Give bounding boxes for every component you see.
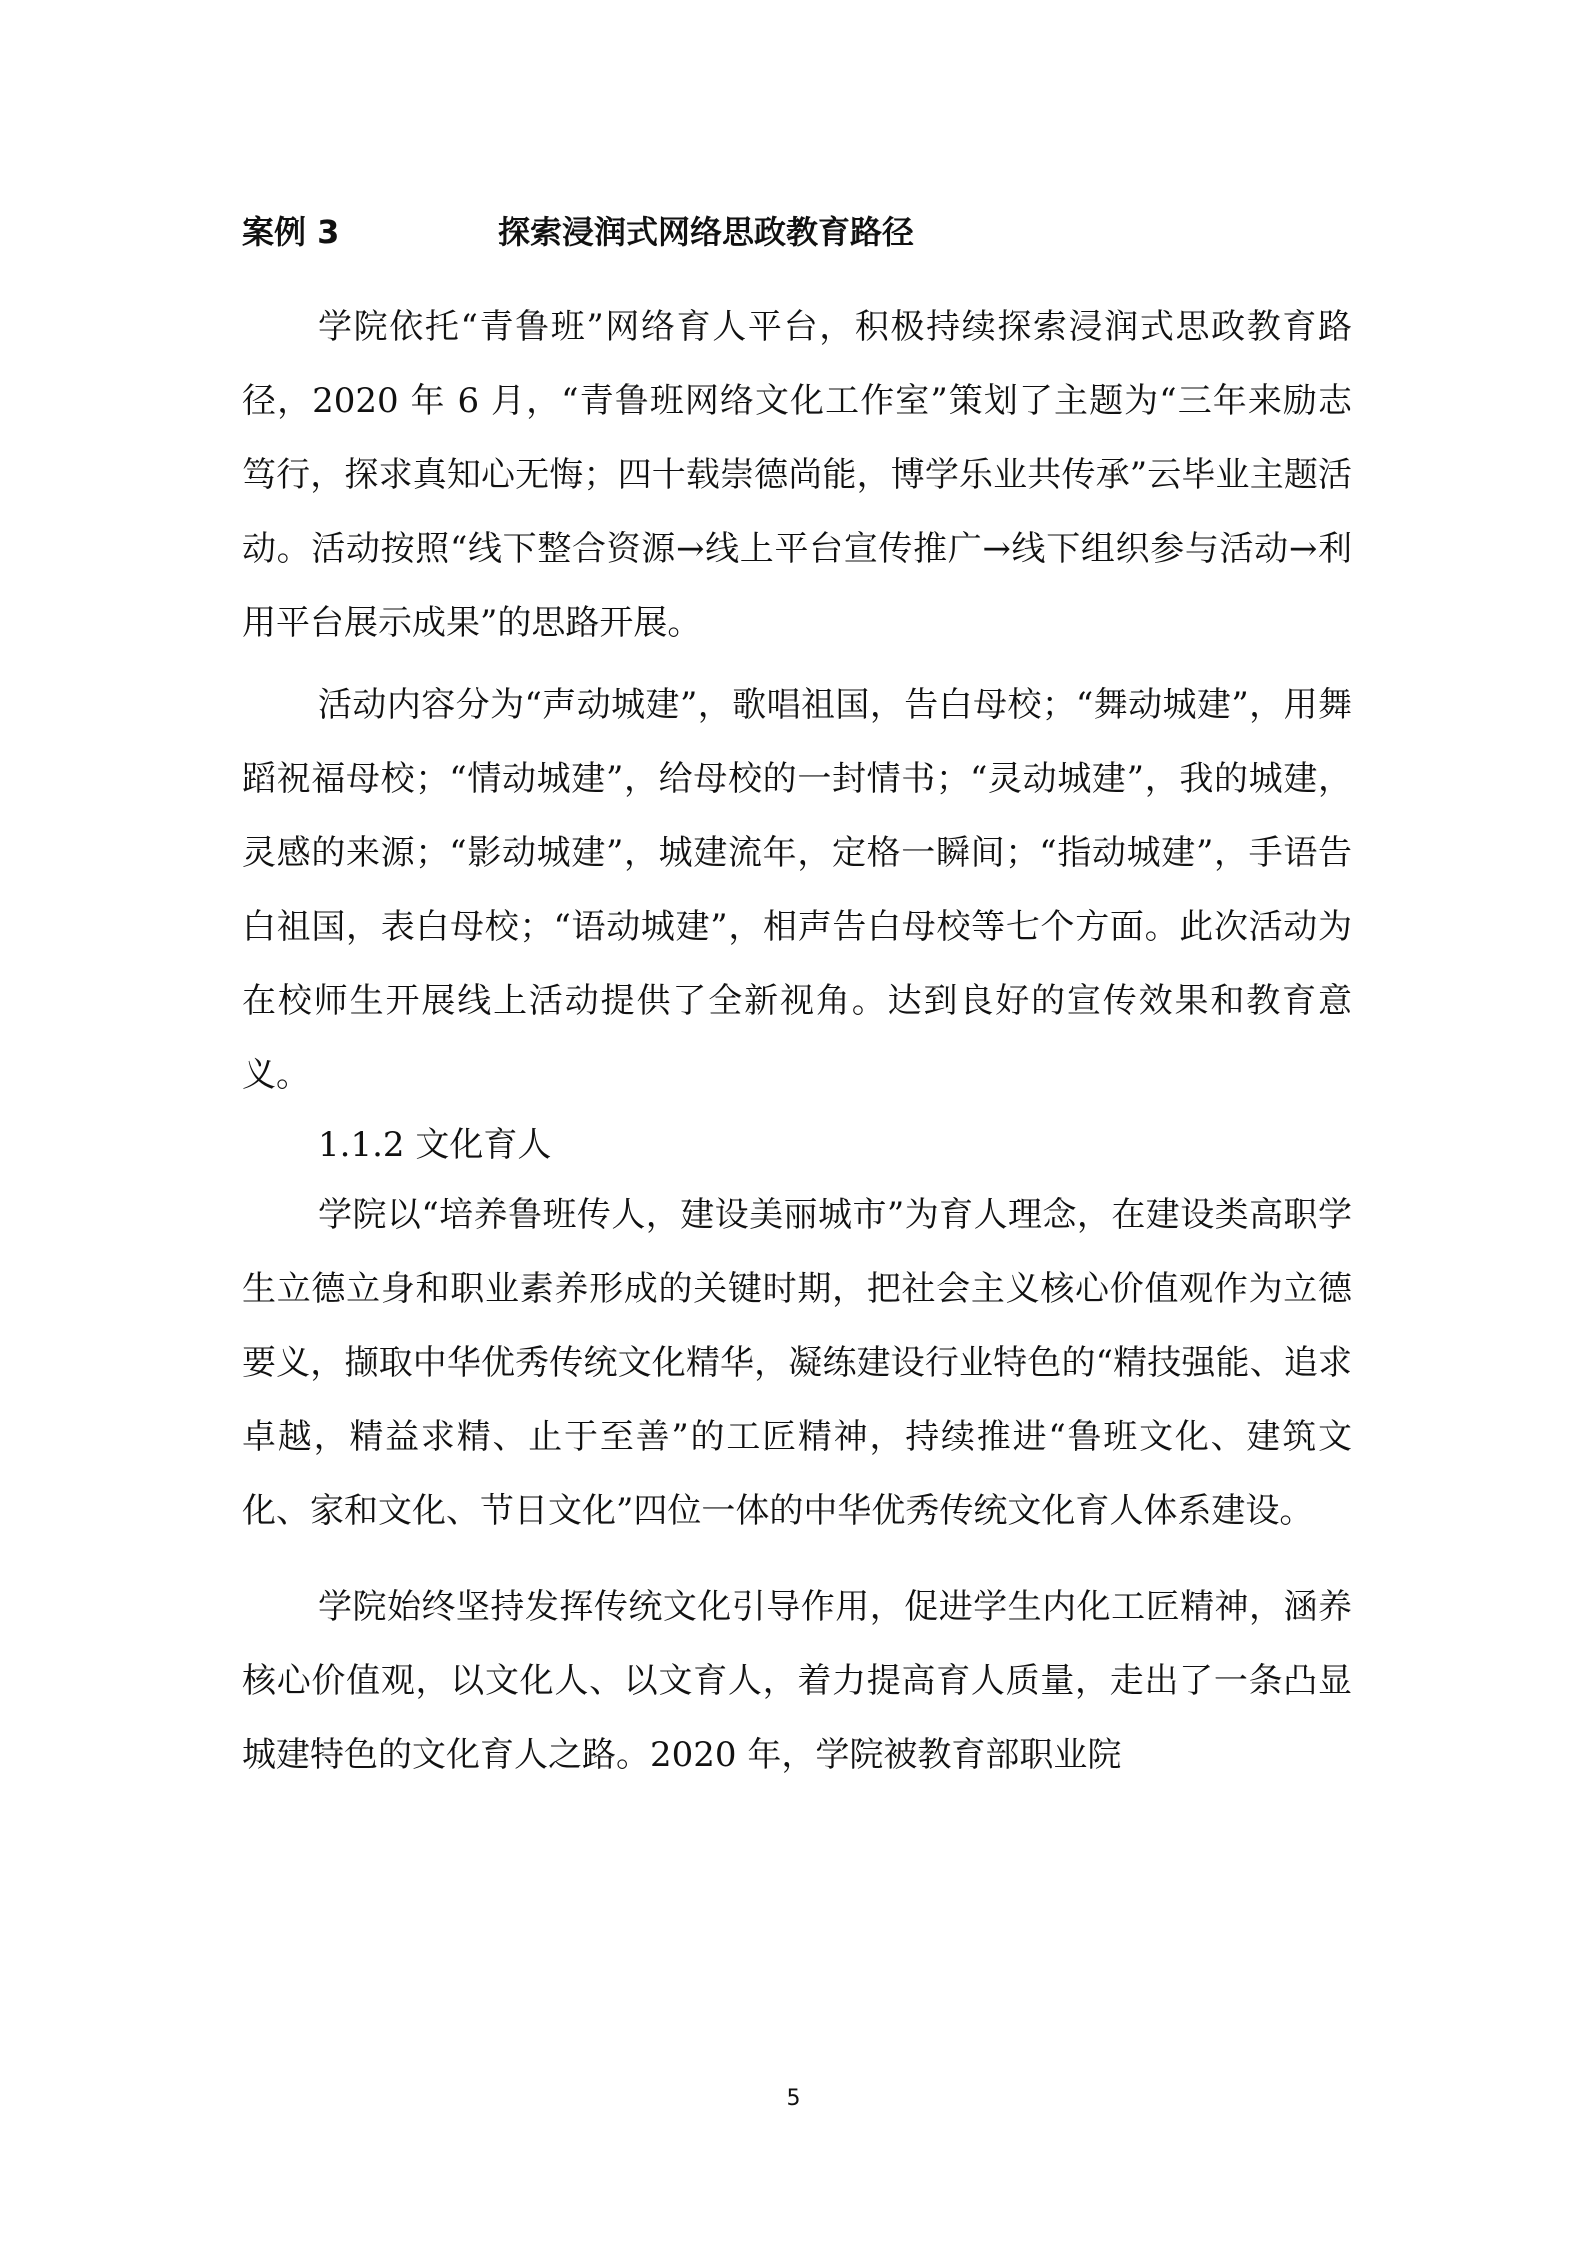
body-paragraph: 活动内容分为“声动城建”，歌唱祖国，告白母校；“舞动城建”，用舞蹈祝福母校；“情动城建”，给母校的一封情书；“灵动城建”，我的城建，灵感的来源；“影动城建”，城建流年，定格一瞬间；“指动城建”，手语告白祖国，表白母校；“语动城建”，相声告白母校等七个方面。此次活动为在校师生开展线上活动提供了全新视角。达到良好的宣传效果和教育意义。 <box>242 685 1352 1095</box>
page-content <box>242 200 1352 1792</box>
body-paragraph: 学院以“培养鲁班传人，建设美丽城市”为育人理念，在建设类高职学生立德立身和职业素养形成的关键时期，把社会主义核心价值观作为立德要义，撷取中华优秀传统文化精华，凝练建设行业特色的“精技强能、追求卓越，精益求精、止于至善”的工匠精神，持续推进“鲁班文化、建筑文化、家和文化、节日文化”四位一体的中华优秀传统文化育人体系建设。 <box>242 1195 1352 1531</box>
case-heading <box>242 200 1352 264</box>
case-title: 探索浸润式网络思政教育路径 <box>498 213 915 251</box>
section-heading: 1.1.2 文化育人 <box>318 1125 552 1165</box>
case-label: 案例 3 <box>242 213 340 251</box>
body-paragraph: 学院始终坚持发挥传统文化引导作用，促进学生内化工匠精神，涵养核心价值观，以文化人、以文育人，着力提高育人质量，走出了一条凸显城建特色的文化育人之路。2020 年，学院被教育部职业院 <box>242 1587 1352 1775</box>
body-paragraph: 学院依托“青鲁班”网络育人平台，积极持续探索浸润式思政教育路径，2020 年 6 月，“青鲁班网络文化工作室”策划了主题为“三年来励志笃行，探求真知心无悔；四十载崇德尚能，博学乐业共传承”云毕业主题活动。活动按照“线下整合资源→线上平台宣传推广→线下组织参与活动→利用平台展示成果”的思路开展。 <box>242 307 1352 643</box>
page-number: 5 <box>786 2086 801 2111</box>
